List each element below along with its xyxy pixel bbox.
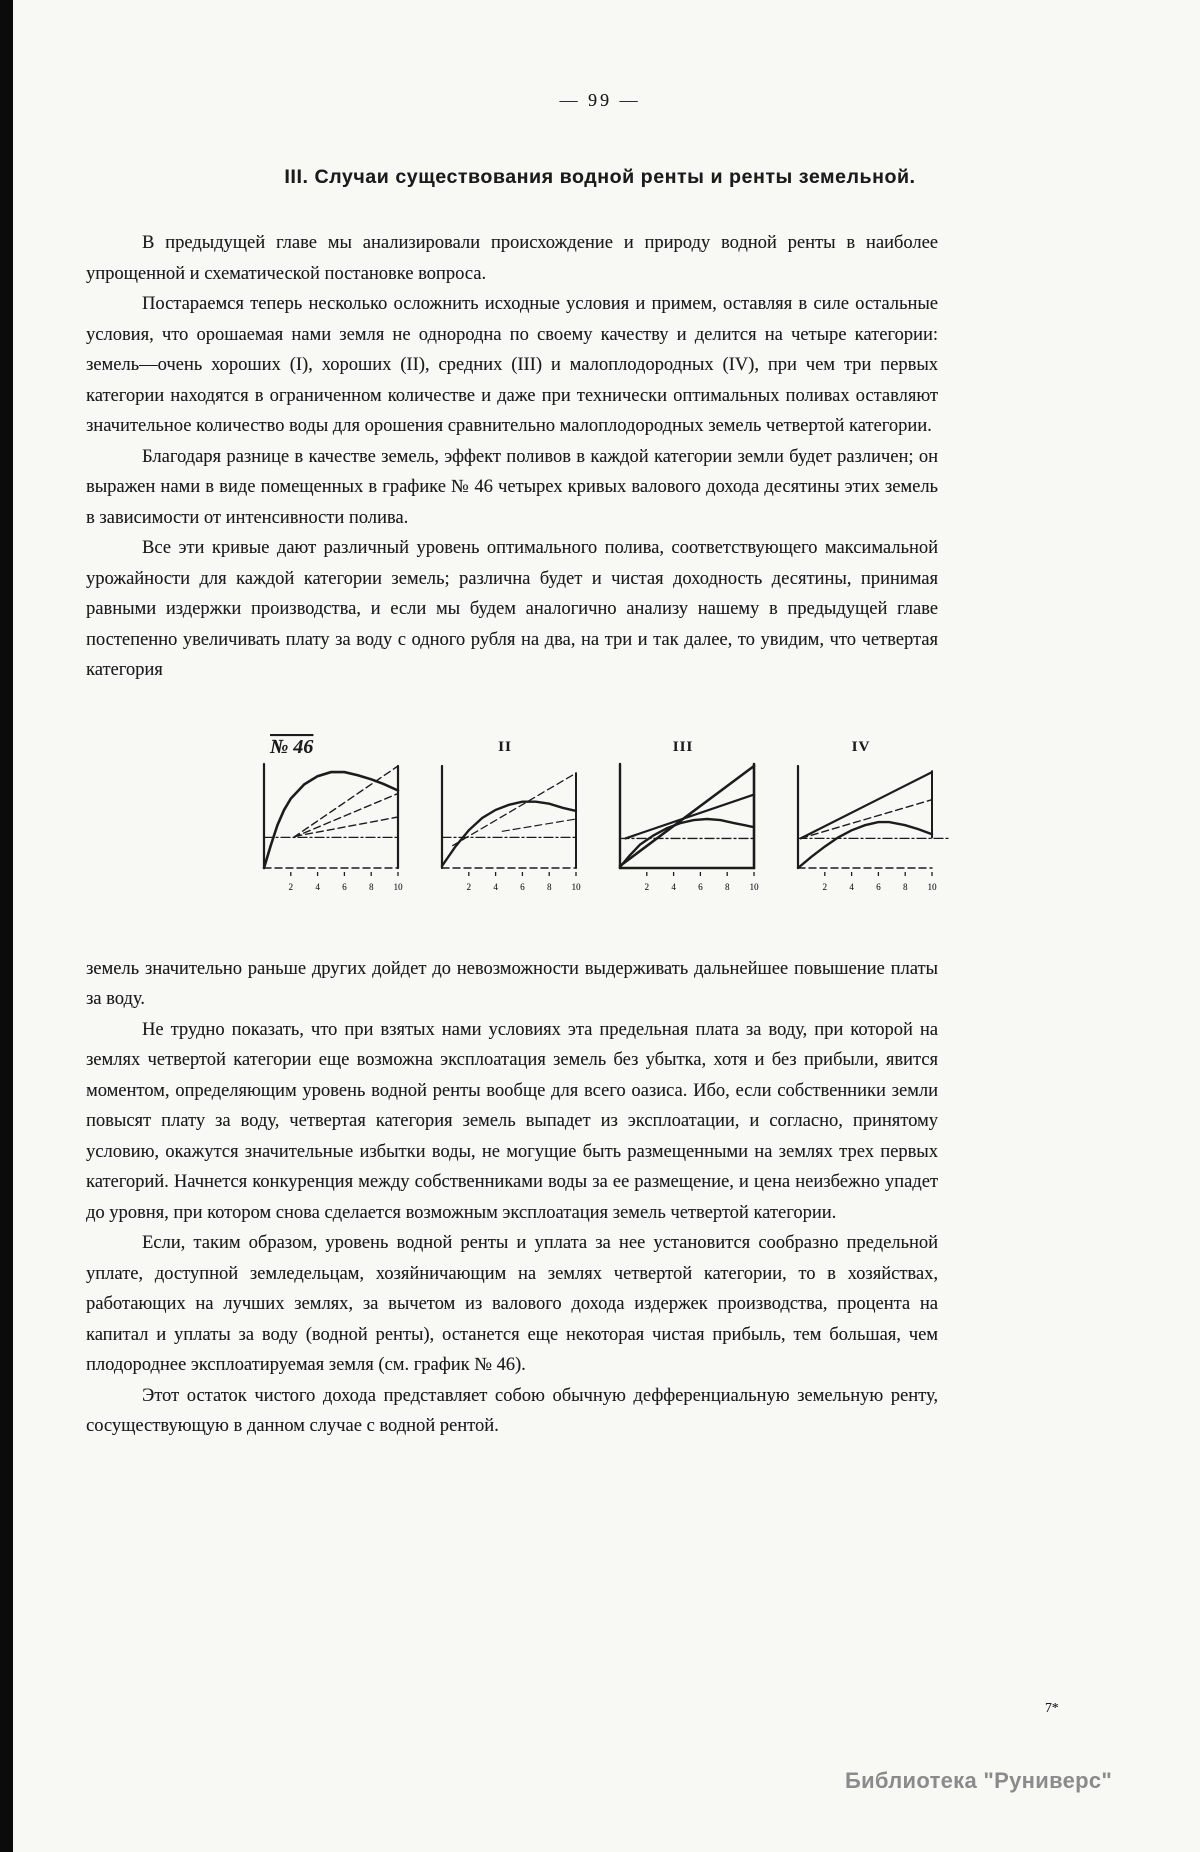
svg-text:8: 8 <box>902 881 908 892</box>
svg-text:10: 10 <box>749 881 759 892</box>
panel-label: II <box>498 738 512 755</box>
svg-text:10: 10 <box>393 881 403 892</box>
panel-label: III <box>672 738 694 755</box>
svg-text:8: 8 <box>368 881 374 892</box>
panel-label: IV <box>851 738 871 755</box>
paragraph: Постараемся теперь несколько осложнить исходные условия и примем, оставляя в силе остальные условия, что орошаемая нами земля не однородна по своему качеству и делится на четыре категории: земель—очень хороших (I), хороших (II), средних (III) и малоплодородных (IV), при чем три первых категории находятся в ограниченном количестве и даже при технически оптимальных поливах оставляют значительное количество воды для орошения сравнительно малоплодородных земель четвертой категории. <box>86 294 938 436</box>
svg-text:10: 10 <box>927 881 937 892</box>
paragraph: В предыдущей главе мы анализировали происхождение и природу водной ренты в наиболее упрощенной и схематической постановке вопроса. <box>86 233 938 284</box>
chart-category-4 <box>786 760 936 898</box>
svg-text:10: 10 <box>571 881 581 892</box>
printers-signature-mark: 7* <box>1045 1700 1059 1715</box>
svg-text:8: 8 <box>724 881 730 892</box>
paragraph: Благодаря разнице в качестве земель, эффект поливов в каждой категории земли будет различен; он выражен нами в виде помещенных в графике № 46 четырех кривых валового дохода десятины этих земель в зависимости от интенсивности полива. <box>86 446 938 528</box>
paragraph: Если, таким образом, уровень водной ренты и уплата за нее установится сообразно предельной уплате, доступной земледельцам, хозяйничающим на землях четвертой категории, то в хозяйствах, работающих на лучших землях, за вычетом из валового дохода издержек производства, процента на капитал и уплаты за воду (водной ренты), останется еще некоторая чистая прибыль, тем большая, чем плодороднее эксплоатируемая земля (см. график № 46). <box>86 1233 938 1375</box>
svg-text:4: 4 <box>849 881 854 892</box>
svg-text:2: 2 <box>822 881 828 892</box>
page-number: — 99 — <box>559 90 641 110</box>
svg-text:2: 2 <box>466 881 472 892</box>
paragraph: Этот остаток чистого дохода представляет собою обычную дефференциальную земельную ренту, сосуществующую в данном случае с водной рентой. <box>86 1385 938 1436</box>
chart-panel-category-4 <box>786 732 936 898</box>
svg-text:6: 6 <box>876 881 881 892</box>
paragraph: земель значительно раньше других дойдет до невозможности выдерживать дальнейшее повышение платы за воду. <box>86 958 938 1009</box>
svg-text:4: 4 <box>315 881 320 892</box>
paragraph: Не трудно показать, что при взятых нами условиях эта предельная плата за воду, при которой на землях четвертой категории еще возможна эксплоатация земель без убытка, хотя и без прибыли, явится моментом, определяющим уровень водной ренты вообще для всего оазиса. Ибо, если собственники земли повысят плату за воду, четвертая категория земель выпадет из эксплоатации, и согласно, принятому условию, окажутся значительные избытки воды, не могущие быть размещенными на землях трех первых категорий. Начнется конкуренция между собственниками воды за ее размещение, и цена неизбежно упадет до уровня, при котором снова сделается возможным эксплоатация земель четвертой категории. <box>86 1019 938 1223</box>
svg-text:6: 6 <box>520 881 525 892</box>
figure-number-label: № 46 <box>270 735 314 758</box>
body-text <box>86 228 938 1442</box>
chart-panel-category-3 <box>608 732 758 898</box>
chart-category-3 <box>608 760 758 898</box>
scan-edge-shadow <box>0 0 13 1852</box>
svg-text:4: 4 <box>671 881 676 892</box>
svg-text:6: 6 <box>698 881 703 892</box>
paragraph: Все эти кривые дают различный уровень оптимального полива, соответствующего максимальной урожайности для каждой категории земель; различна будет и чистая доходность десятины, принимая равными издержки производства, и если мы будем аналогично анализу нашему в предыдущей главе постепенно увеличивать плату за воду с одного рубля на два, на три и так далее, то увидим, что четвертая категория <box>86 538 938 680</box>
figure-panels <box>252 732 952 898</box>
library-watermark: Библиотека "Руниверс" <box>845 1768 1113 1793</box>
chapter-heading: III. Случаи существования водной ренты и ренты земельной. <box>284 166 916 188</box>
svg-text:6: 6 <box>342 881 347 892</box>
figure-46 <box>252 732 952 898</box>
svg-text:4: 4 <box>493 881 498 892</box>
chart-category-1 <box>252 760 402 898</box>
svg-text:8: 8 <box>546 881 552 892</box>
svg-text:2: 2 <box>288 881 294 892</box>
chart-panel-category-2 <box>430 732 580 898</box>
chart-category-2 <box>430 760 580 898</box>
svg-text:2: 2 <box>644 881 650 892</box>
chart-panel-category-1 <box>252 732 402 898</box>
